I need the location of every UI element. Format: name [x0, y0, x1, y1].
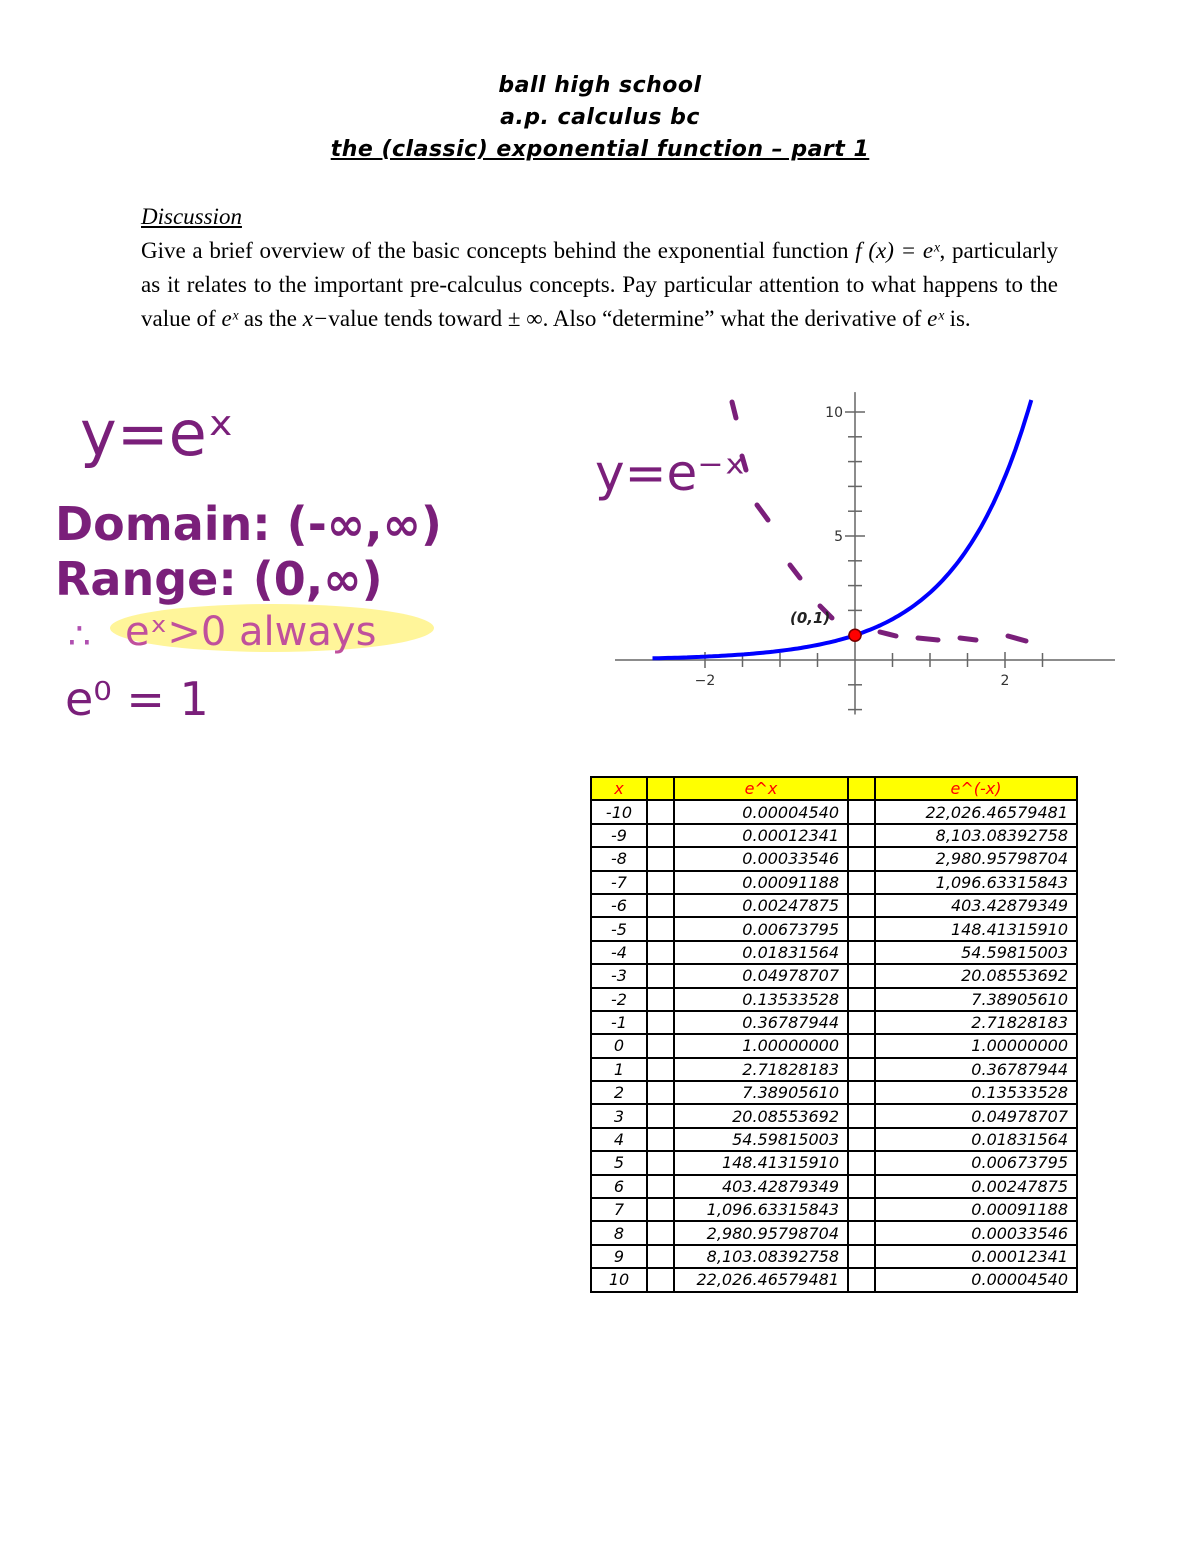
- tick-labels: [695, 405, 1010, 689]
- gap-cell: [848, 1128, 875, 1151]
- gap-cell: [848, 1034, 875, 1057]
- table-row: [591, 1198, 1077, 1221]
- ex-cell: 0.00247875: [674, 894, 848, 917]
- header-x: x: [591, 777, 647, 800]
- enx-cell: 0.00247875: [875, 1175, 1077, 1198]
- header-ex: e^x: [674, 777, 848, 800]
- enx-cell: 0.36787944: [875, 1058, 1077, 1081]
- worksheet-title: the (classic) exponential function – part 1: [330, 137, 870, 162]
- gap-cell: [647, 1175, 674, 1198]
- gap-cell: [647, 847, 674, 870]
- x-cell: -5: [591, 917, 647, 940]
- gap-cell: [848, 1245, 875, 1268]
- table-row: [591, 847, 1077, 870]
- hw-e-zero: e⁰ = 1: [65, 672, 209, 726]
- enx-cell: 0.13533528: [875, 1081, 1077, 1104]
- enx-cell: 8,103.08392758: [875, 824, 1077, 847]
- x-cell: 0: [591, 1034, 647, 1057]
- table-row: [591, 1058, 1077, 1081]
- table-row: [591, 1268, 1077, 1291]
- gap-cell: [848, 800, 875, 823]
- ex-cell: 0.00673795: [674, 917, 848, 940]
- table-row: [591, 824, 1077, 847]
- exp-symbol: eˣ: [221, 306, 239, 331]
- table-row: [591, 1034, 1077, 1057]
- table-row: [591, 800, 1077, 823]
- ex-cell: 0.13533528: [674, 988, 848, 1011]
- point-label: (0,1): [790, 609, 831, 628]
- gap-cell: [647, 1058, 674, 1081]
- exp-symbol-2: eˣ: [927, 306, 944, 331]
- enx-cell: 0.00033546: [875, 1221, 1077, 1244]
- enx-cell: 0.00673795: [875, 1151, 1077, 1174]
- table-row: [591, 1221, 1077, 1244]
- gap-cell: [647, 1081, 674, 1104]
- table-row: [591, 1011, 1077, 1034]
- hw-therefore: ∴: [68, 616, 91, 657]
- x-tick-label-2: 2: [1000, 673, 1010, 689]
- ex-cell: 7.38905610: [674, 1081, 848, 1104]
- gap-cell: [647, 917, 674, 940]
- gap-cell: [848, 1081, 875, 1104]
- header-enx: e^(-x): [875, 777, 1077, 800]
- table-body: [591, 800, 1077, 1291]
- x-cell: -1: [591, 1011, 647, 1034]
- values-table: [590, 776, 1078, 1293]
- ex-cell: 1.00000000: [674, 1034, 848, 1057]
- enx-cell: 2,980.95798704: [875, 847, 1077, 870]
- gap-cell: [647, 1034, 674, 1057]
- gap-cell: [848, 964, 875, 987]
- gap-cell: [647, 941, 674, 964]
- gap-cell: [848, 1058, 875, 1081]
- enx-cell: 54.59815003: [875, 941, 1077, 964]
- ex-cell: 0.04978707: [674, 964, 848, 987]
- table-header-row: [591, 777, 1077, 800]
- gap-cell: [647, 1268, 674, 1291]
- x-cell: -4: [591, 941, 647, 964]
- enx-cell: 0.00012341: [875, 1245, 1077, 1268]
- gap-cell: [848, 1221, 875, 1244]
- function-definition: f (x) = eˣ: [855, 238, 940, 263]
- ex-cell: 0.00004540: [674, 800, 848, 823]
- gap-cell: [848, 917, 875, 940]
- table-row: [591, 1245, 1077, 1268]
- hw-neg-exp: y=e⁻ˣ: [595, 444, 746, 502]
- gap-cell: [848, 871, 875, 894]
- ex-cell: 403.42879349: [674, 1175, 848, 1198]
- enx-cell: 0.04978707: [875, 1104, 1077, 1127]
- gap-cell: [647, 1011, 674, 1034]
- header-gap: [647, 777, 674, 800]
- hw-title-ex: y=eˣ: [80, 397, 235, 470]
- ex-cell: 2,980.95798704: [674, 1221, 848, 1244]
- gap-cell: [848, 847, 875, 870]
- table-row: [591, 1104, 1077, 1127]
- table-row: [591, 1151, 1077, 1174]
- table-row: [591, 917, 1077, 940]
- prompt-text-1: Give a brief overview of the basic concepts behind the exponential function: [141, 238, 849, 263]
- enx-cell: 148.41315910: [875, 917, 1077, 940]
- x-cell: -9: [591, 824, 647, 847]
- x-cell: 8: [591, 1221, 647, 1244]
- hw-always: eˣ>0 always: [125, 609, 377, 655]
- hw-range: Range: (0,∞): [55, 552, 383, 606]
- x-cell: -7: [591, 871, 647, 894]
- gap-cell: [647, 1198, 674, 1221]
- ex-cell: 8,103.08392758: [674, 1245, 848, 1268]
- gap-cell: [848, 1268, 875, 1291]
- ex-cell: 2.71828183: [674, 1058, 848, 1081]
- gap-cell: [848, 988, 875, 1011]
- table-row: [591, 1081, 1077, 1104]
- discussion-label: Discussion: [141, 204, 242, 229]
- course-name: a.p. calculus bc: [500, 105, 700, 130]
- school-name: ball high school: [498, 73, 702, 98]
- gap-cell: [848, 894, 875, 917]
- gap-cell: [647, 800, 674, 823]
- y-tick-label-5: 5: [834, 529, 843, 545]
- prompt-text-2: , particularly as it relates to the important pre-calculus concepts. Pay particular attention to what happens to the value of: [141, 238, 1059, 331]
- graph-axes: [615, 392, 1115, 714]
- x-cell: 1: [591, 1058, 647, 1081]
- gap-cell: [848, 941, 875, 964]
- enx-cell: 1.00000000: [875, 1034, 1077, 1057]
- x-cell: -2: [591, 988, 647, 1011]
- ex-cell: 0.00033546: [674, 847, 848, 870]
- enx-cell: 0.00091188: [875, 1198, 1077, 1221]
- ex-cell: 0.00091188: [674, 871, 848, 894]
- x-cell: 5: [591, 1151, 647, 1174]
- x-cell: 9: [591, 1245, 647, 1268]
- gap-cell: [647, 1151, 674, 1174]
- x-cell: 7: [591, 1198, 647, 1221]
- table-row: [591, 894, 1077, 917]
- prompt-text-3: as the: [238, 306, 303, 331]
- point-0-1: [849, 629, 861, 641]
- gap-cell: [647, 1128, 674, 1151]
- x-cell: 10: [591, 1268, 647, 1291]
- ex-cell: 1,096.63315843: [674, 1198, 848, 1221]
- table-row: [591, 964, 1077, 987]
- table-row: [591, 1128, 1077, 1151]
- y-tick-label-10: 10: [825, 405, 843, 421]
- ex-cell: 0.36787944: [674, 1011, 848, 1034]
- x-variable: x−: [302, 306, 329, 331]
- x-cell: -8: [591, 847, 647, 870]
- enx-cell: 20.08553692: [875, 964, 1077, 987]
- x-cell: -10: [591, 800, 647, 823]
- enx-cell: 0.00004540: [875, 1268, 1077, 1291]
- gap-cell: [848, 1104, 875, 1127]
- enx-cell: 403.42879349: [875, 894, 1077, 917]
- gap-cell: [647, 964, 674, 987]
- x-tick-label-neg2: −2: [694, 673, 716, 689]
- gap-cell: [647, 824, 674, 847]
- enx-cell: 2.71828183: [875, 1011, 1077, 1034]
- ex-cell: 20.08553692: [674, 1104, 848, 1127]
- x-cell: 2: [591, 1081, 647, 1104]
- table-row: [591, 871, 1077, 894]
- table-row: [591, 988, 1077, 1011]
- x-cell: -3: [591, 964, 647, 987]
- enx-cell: 22,026.46579481: [875, 800, 1077, 823]
- gap-cell: [848, 1011, 875, 1034]
- gap-cell: [848, 1198, 875, 1221]
- enx-cell: 0.01831564: [875, 1128, 1077, 1151]
- gap-cell: [647, 894, 674, 917]
- gap-cell: [848, 1175, 875, 1198]
- gap-cell: [848, 824, 875, 847]
- exponential-graph: [0, 0, 1200, 760]
- enx-cell: 1,096.63315843: [875, 871, 1077, 894]
- ex-cell: 22,026.46579481: [674, 1268, 848, 1291]
- gap-cell: [647, 1221, 674, 1244]
- ex-cell: 0.00012341: [674, 824, 848, 847]
- ex-cell: 0.01831564: [674, 941, 848, 964]
- header-gap: [848, 777, 875, 800]
- x-cell: 3: [591, 1104, 647, 1127]
- hw-domain: Domain: (-∞,∞): [55, 497, 442, 551]
- x-cell: -6: [591, 894, 647, 917]
- x-cell: 4: [591, 1128, 647, 1151]
- prompt-text-4: value tends toward ± ∞. Also “determine” what the derivative of: [328, 306, 928, 331]
- ex-cell: 148.41315910: [674, 1151, 848, 1174]
- table-row: [591, 941, 1077, 964]
- gap-cell: [647, 871, 674, 894]
- gap-cell: [647, 1104, 674, 1127]
- enx-cell: 7.38905610: [875, 988, 1077, 1011]
- x-cell: 6: [591, 1175, 647, 1198]
- gap-cell: [647, 1245, 674, 1268]
- table-row: [591, 1175, 1077, 1198]
- gap-cell: [647, 988, 674, 1011]
- gap-cell: [848, 1151, 875, 1174]
- ex-cell: 54.59815003: [674, 1128, 848, 1151]
- prompt-text-5: is.: [943, 306, 971, 331]
